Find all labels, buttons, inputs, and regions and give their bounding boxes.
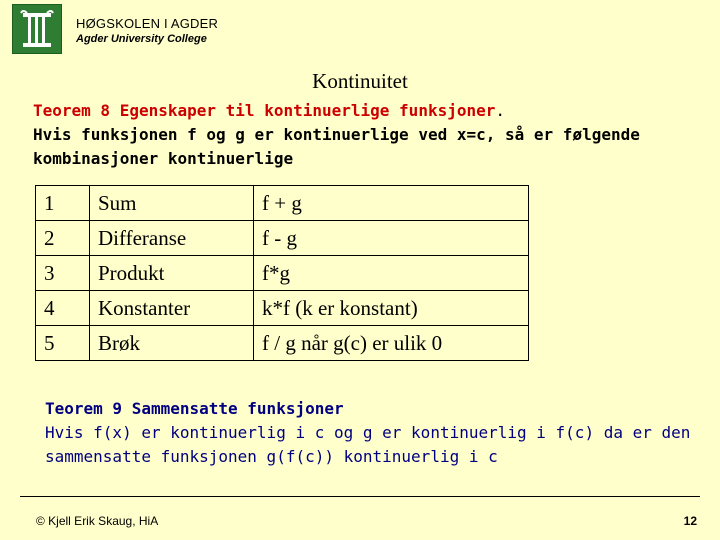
- table-row: [36, 256, 529, 291]
- row-formula: k*f (k er konstant): [254, 291, 529, 326]
- row-formula: f - g: [254, 221, 529, 256]
- page-title: Kontinuitet: [312, 69, 408, 93]
- page-number: 12: [683, 514, 697, 528]
- table-row: [36, 291, 529, 326]
- row-number: 2: [36, 221, 90, 256]
- theorem-8-title-line: [33, 99, 713, 123]
- institution-logo: [12, 4, 62, 54]
- row-number: 3: [36, 256, 90, 291]
- row-name: Konstanter: [90, 291, 254, 326]
- row-name: Differanse: [90, 221, 254, 256]
- institution-name-english: Agder University College: [76, 33, 207, 45]
- row-name: Produkt: [90, 256, 254, 291]
- row-formula: f*g: [254, 256, 529, 291]
- row-name: Brøk: [90, 326, 254, 361]
- institution-name: HØGSKOLEN I AGDER: [76, 16, 219, 31]
- theorem-9-text-line-2: sammensatte funksjonen g(f(c)) kontinuerlig i c: [45, 447, 498, 466]
- row-name: Sum: [90, 186, 254, 221]
- row-formula: f / g når g(c) er ulik 0: [254, 326, 529, 361]
- row-formula: f + g: [254, 186, 529, 221]
- table-row: [36, 186, 529, 221]
- theorem-8-title: Teorem 8 Egenskaper til kontinuerlige funksjoner: [33, 101, 496, 120]
- theorem-8-text-line-2: kombinasjoner kontinuerlige: [33, 149, 294, 168]
- table-row: [36, 326, 529, 361]
- theorem-9-text-line-1: Hvis f(x) er kontinuerlig i c og g er kontinuerlig i f(c) da er den: [45, 423, 691, 442]
- footer-author: © Kjell Erik Skaug, HiA: [36, 514, 159, 528]
- properties-table: [35, 185, 529, 361]
- row-number: 1: [36, 186, 90, 221]
- theorem-8-text-line-1: Hvis funksjonen f og g er kontinuerlige ved x=c, så er følgende: [33, 125, 640, 144]
- theorem-8: [33, 99, 713, 171]
- column-icon: [13, 5, 61, 53]
- theorem-9: [45, 397, 705, 469]
- row-number: 4: [36, 291, 90, 326]
- table-row: [36, 221, 529, 256]
- footer-divider: [20, 496, 700, 497]
- row-number: 5: [36, 326, 90, 361]
- theorem-9-title: Teorem 9 Sammensatte funksjoner: [45, 399, 344, 418]
- theorem-8-period: .: [495, 101, 506, 120]
